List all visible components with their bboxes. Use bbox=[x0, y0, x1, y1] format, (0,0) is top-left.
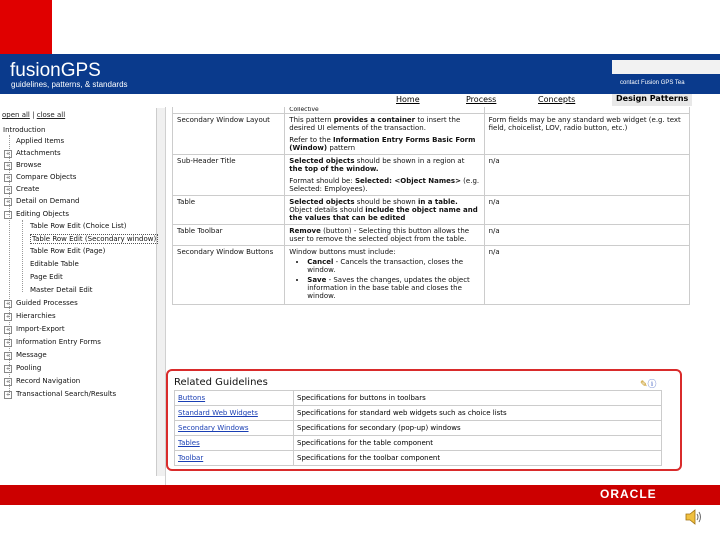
pattern-elements-table bbox=[172, 107, 690, 305]
site-tagline: guidelines, patterns, & standards bbox=[11, 80, 128, 89]
element-cell: Table Toolbar bbox=[173, 225, 285, 246]
sidebar-item-introduction[interactable]: Introduction bbox=[3, 126, 46, 134]
expand-icon[interactable]: + bbox=[5, 340, 11, 346]
sidebar-item-record-navigation[interactable]: Record Navigation bbox=[16, 377, 81, 385]
nav-home[interactable]: Home bbox=[396, 95, 420, 104]
table-row bbox=[173, 196, 690, 225]
sidebar-item-browse[interactable]: Browse bbox=[16, 161, 42, 169]
related-desc: Specifications for buttons in toolbars bbox=[294, 391, 662, 406]
related-desc: Specifications for standard web widgets such as choice lists bbox=[294, 406, 662, 421]
expand-icon[interactable]: + bbox=[5, 199, 11, 205]
nav-design-patterns[interactable]: Design Patterns bbox=[612, 94, 692, 106]
sidebar-item-hierarchies[interactable]: Hierarchies bbox=[16, 312, 56, 320]
element-cell: Secondary Window Buttons bbox=[173, 246, 285, 305]
table-row bbox=[173, 225, 690, 246]
sidebar-item-compare-objects[interactable]: Compare Objects bbox=[16, 173, 77, 181]
button-list bbox=[289, 258, 479, 300]
open-all-link[interactable]: open all bbox=[2, 111, 30, 119]
expand-icon[interactable]: + bbox=[5, 327, 11, 333]
sidebar-item-information-entry-forms[interactable]: Information Entry Forms bbox=[16, 338, 101, 346]
sidebar-item-applied-items[interactable]: Applied Items bbox=[16, 137, 65, 145]
info-icon[interactable]: ⓘ bbox=[647, 380, 657, 390]
description-cell: Window buttons must include: • Cancel - Cancels the transaction, closes the window. • Save - Saves the changes, updates the object information in the base table and closes the window. bbox=[285, 246, 484, 305]
expand-icon[interactable]: + bbox=[5, 353, 11, 359]
contact-link[interactable]: contact Fusion GPS Tea bbox=[620, 80, 685, 86]
notes-cell: n/a bbox=[484, 196, 689, 225]
nav-concepts[interactable]: Concepts bbox=[538, 95, 576, 104]
related-desc: Specifications for the toolbar component bbox=[294, 451, 662, 466]
element-cell: Secondary Window Layout bbox=[173, 114, 285, 155]
table-row bbox=[175, 451, 662, 466]
sidebar-item-editing-objects[interactable]: Editing Objects bbox=[16, 210, 70, 218]
sidebar-item-transactional-search[interactable]: Transactional Search/Results bbox=[16, 390, 117, 398]
table-row bbox=[175, 436, 662, 451]
description-cell: Selected objects should be shown in a table. Object details should include the object name and the values that can be edited bbox=[285, 196, 484, 225]
corner-red-block bbox=[0, 0, 52, 54]
header-right-strip bbox=[612, 60, 720, 74]
sidebar-item-editable-table[interactable]: Editable Table bbox=[30, 260, 79, 268]
close-all-link[interactable]: close all bbox=[36, 111, 66, 119]
oracle-logo: ORACLE bbox=[600, 487, 657, 501]
nav-process[interactable]: Process bbox=[466, 95, 497, 104]
expand-icon[interactable]: + bbox=[5, 379, 11, 385]
related-guidelines-title: Related Guidelines bbox=[174, 377, 268, 388]
top-nav bbox=[388, 94, 720, 106]
notes-cell: n/a bbox=[484, 246, 689, 305]
table-row bbox=[173, 114, 690, 155]
tree-guide-line bbox=[22, 220, 23, 292]
element-cell: Table bbox=[173, 196, 285, 225]
table-row bbox=[173, 246, 690, 305]
cut-off-text: Collective bbox=[285, 107, 484, 114]
expand-icon[interactable]: + bbox=[5, 301, 11, 307]
collapse-icon[interactable]: − bbox=[5, 212, 11, 218]
expand-icon[interactable]: + bbox=[5, 366, 11, 372]
related-link-tables[interactable]: Tables bbox=[175, 436, 294, 451]
description-cell: This pattern provides a container to insert the desired UI elements of the transaction. Refer to the Information Entry Forms Basic Form (Window) pattern bbox=[285, 114, 484, 155]
sidebar-toggle-links: open all | close all bbox=[2, 111, 66, 119]
sidebar-item-page-edit[interactable]: Page Edit bbox=[30, 273, 63, 281]
related-icons bbox=[640, 377, 657, 390]
table-row bbox=[175, 421, 662, 436]
sidebar-item-master-detail-edit[interactable]: Master Detail Edit bbox=[30, 286, 93, 294]
related-desc: Specifications for the table component bbox=[294, 436, 662, 451]
sidebar-scrollbar[interactable] bbox=[156, 108, 165, 476]
related-desc: Specifications for secondary (pop-up) windows bbox=[294, 421, 662, 436]
expand-icon[interactable]: + bbox=[5, 175, 11, 181]
sidebar-item-attachments[interactable]: Attachments bbox=[16, 149, 61, 157]
sidebar-item-table-row-edit-secondary[interactable]: Table Row Edit (Secondary window) bbox=[32, 235, 157, 243]
related-link-standard-web-widgets[interactable]: Standard Web Widgets bbox=[175, 406, 294, 421]
expand-icon[interactable]: + bbox=[5, 151, 11, 157]
list-item: • Save - Saves the changes, updates the object information in the base table and closes the window. bbox=[307, 276, 479, 300]
expand-icon[interactable]: + bbox=[5, 314, 11, 320]
element-cell: Sub-Header Title bbox=[173, 155, 285, 196]
sidebar-item-message[interactable]: Message bbox=[16, 351, 47, 359]
sidebar-item-pooling[interactable]: Pooling bbox=[16, 364, 42, 372]
sidebar-item-guided-processes[interactable]: Guided Processes bbox=[16, 299, 78, 307]
related-guidelines-table bbox=[174, 390, 662, 466]
edit-icon[interactable]: ✎ bbox=[640, 380, 648, 390]
sidebar-item-table-row-edit-choice[interactable]: Table Row Edit (Choice List) bbox=[30, 222, 127, 230]
notes-cell: n/a bbox=[484, 155, 689, 196]
notes-cell: Form fields may be any standard web widget (e.g. text field, choicelist, LOV, radio button, etc.) bbox=[484, 114, 689, 155]
sidebar-item-table-row-edit-page[interactable]: Table Row Edit (Page) bbox=[30, 247, 106, 255]
sidebar-item-detail-on-demand[interactable]: Detail on Demand bbox=[16, 197, 80, 205]
table-row bbox=[173, 155, 690, 196]
table-row bbox=[175, 406, 662, 421]
related-link-buttons[interactable]: Buttons bbox=[175, 391, 294, 406]
description-cell: Selected objects should be shown in a region at the top of the window. Format should be: Selected: <Object Names> (e.g. Selected: Employees). bbox=[285, 155, 484, 196]
table-row bbox=[175, 391, 662, 406]
site-logo[interactable]: fusionGPS bbox=[10, 60, 101, 81]
expand-icon[interactable]: + bbox=[5, 163, 11, 169]
notes-cell: n/a bbox=[484, 225, 689, 246]
related-link-secondary-windows[interactable]: Secondary Windows bbox=[175, 421, 294, 436]
expand-icon[interactable]: + bbox=[5, 392, 11, 398]
speaker-icon[interactable] bbox=[684, 508, 704, 526]
expand-icon[interactable]: + bbox=[5, 187, 11, 193]
description-cell: Remove (button) - Selecting this button allows the user to remove the selected object from the table. bbox=[285, 225, 484, 246]
sidebar-item-create[interactable]: Create bbox=[16, 185, 40, 193]
list-item: • Cancel - Cancels the transaction, closes the window. bbox=[307, 258, 479, 274]
related-link-toolbar[interactable]: Toolbar bbox=[175, 451, 294, 466]
sidebar-item-import-export[interactable]: Import-Export bbox=[16, 325, 65, 333]
